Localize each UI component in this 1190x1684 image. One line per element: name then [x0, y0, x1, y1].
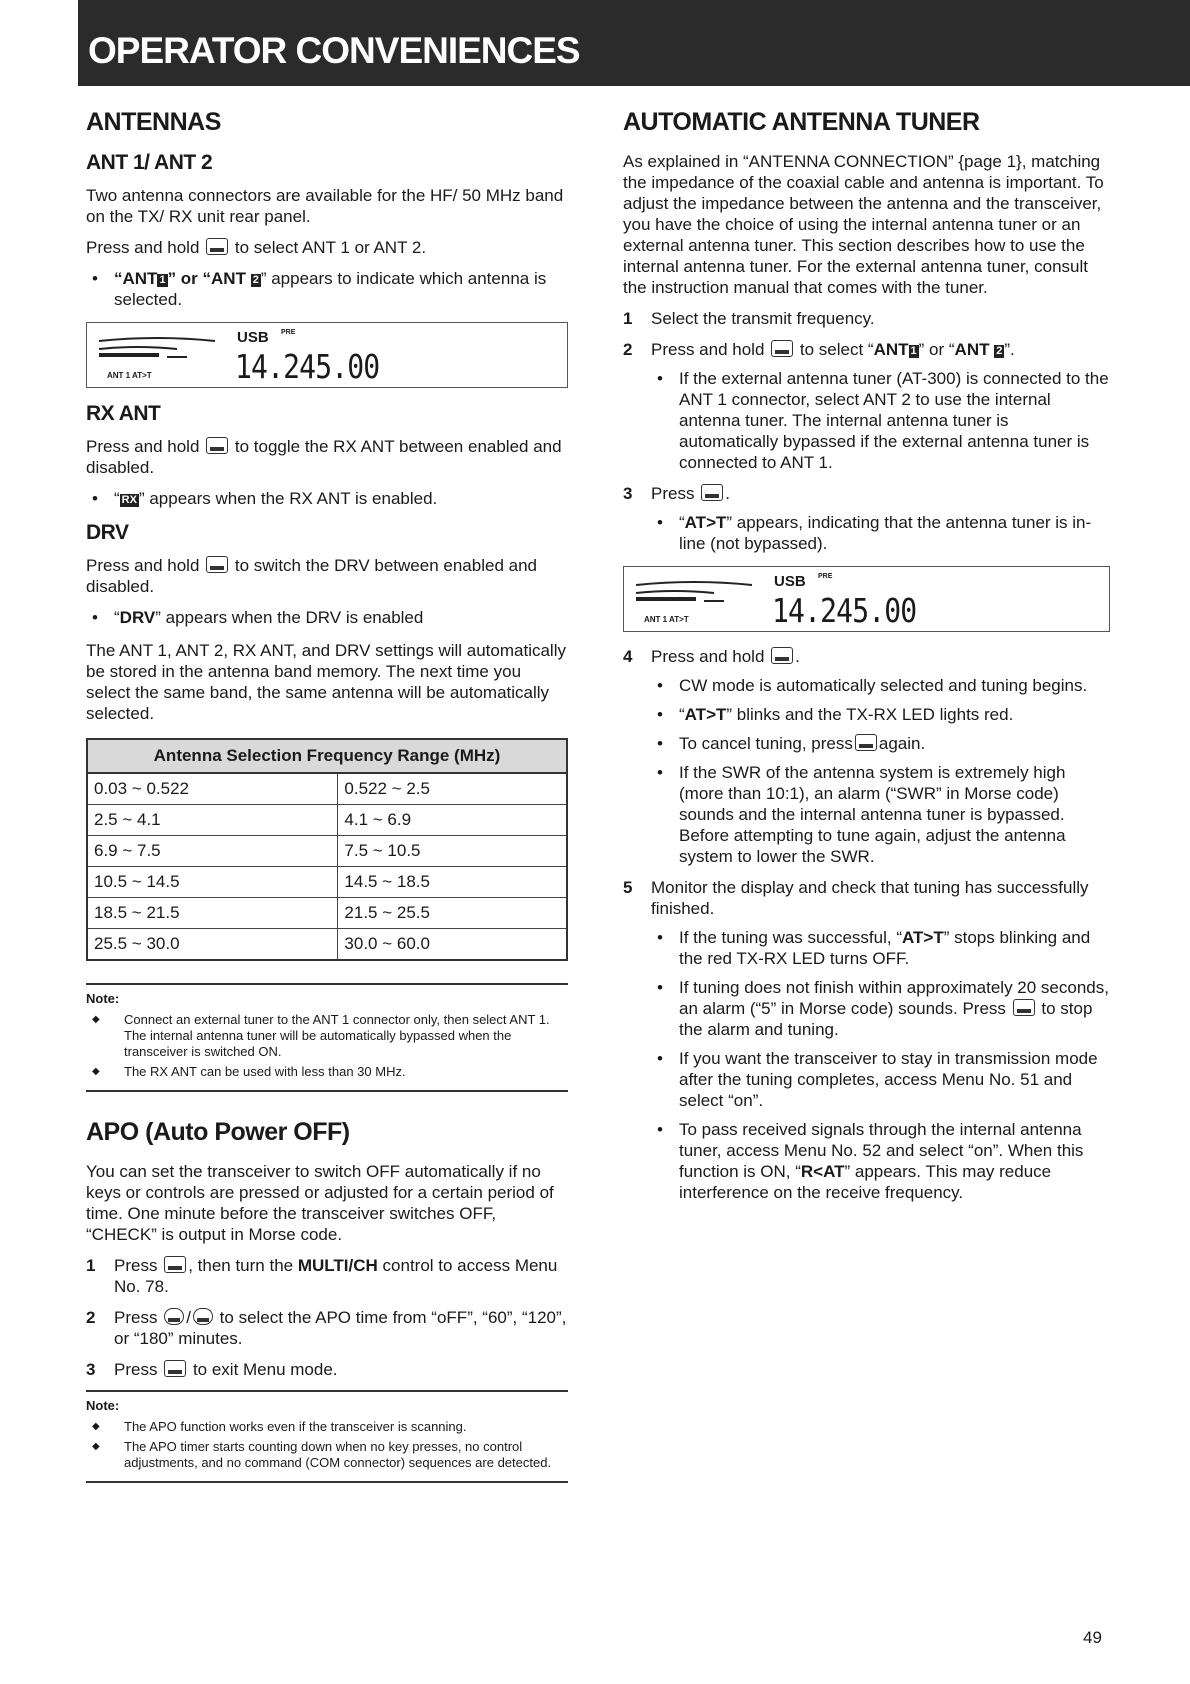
tune-at-key-icon: [1013, 999, 1035, 1016]
ant2-indicator-icon: 2: [252, 274, 259, 286]
note-item: ◆ The RX ANT can be used with less than 30 MHz.: [86, 1064, 568, 1080]
table-header: Antenna Selection Frequency Range (MHz): [87, 739, 567, 773]
table-cell: 0.522 ~ 2.5: [338, 773, 567, 805]
tuner-intro-paragraph: As explained in “ANTENNA CONNECTION” {page 1}, matching the impedance of the coaxial cable and antenna is important. To adjust the impedance between the antenna and the transceiver, you have the choice of using the internal antenna tuner or an external antenna tuner. This section describes how to use the internal antenna tuner. For the external antenna tuner, consult the instruction manual that comes with the tuner.: [623, 152, 1104, 297]
tuner-steps-continued: [623, 646, 1110, 1203]
ant1-indicator-icon: 1: [159, 274, 166, 286]
text-fragment: ” or “: [918, 340, 955, 359]
table-cell: 21.5 ~ 25.5: [338, 898, 567, 929]
text-fragment: ” appears when the DRV is enabled: [155, 608, 424, 627]
subsection-title-drv: DRV: [86, 521, 129, 544]
text-fragment: “: [679, 705, 685, 724]
step-item: [623, 877, 1110, 1203]
list-item: [86, 607, 568, 628]
table-row: [87, 929, 567, 961]
text-fragment: Press and hold: [86, 238, 200, 257]
note-item: ◆ Connect an external tuner to the ANT 1 connector only, then select ANT 1. The internal antenna tuner will be automatically bypassed when the transceiver is switched ON.: [86, 1012, 568, 1060]
text-fragment: ” appears to indicate which antenna is selected.: [114, 269, 547, 309]
list-item: [651, 704, 1110, 725]
text-fragment: AT>T: [684, 705, 727, 724]
ant1-indicator-icon: 1: [910, 345, 917, 357]
list-item: [651, 1119, 1110, 1203]
table-row: [87, 836, 567, 867]
list-item: [86, 488, 568, 509]
drv-bullets: [86, 607, 568, 628]
s-meter-icon: [97, 333, 217, 369]
step-item: [623, 646, 1110, 867]
text-fragment: Press: [114, 1256, 158, 1275]
lcd-display-illustration: [86, 322, 568, 388]
text-fragment: ” appears, indicating that the antenna tuner is in-line (not bypassed).: [679, 513, 1092, 553]
section-title-tuner: AUTOMATIC ANTENNA TUNER: [623, 108, 980, 136]
text-fragment: to stop the alarm and tuning.: [679, 999, 1093, 1039]
tune-at-key-icon: [701, 484, 723, 501]
text-fragment: to select ANT 1 or ANT 2.: [234, 238, 427, 257]
step-bullets: [651, 927, 1110, 1203]
note-title: Note:: [86, 991, 120, 1006]
text-fragment: To cancel tuning, press: [679, 734, 853, 753]
text-fragment: AT>T: [902, 928, 944, 947]
text-fragment: ANT: [954, 340, 990, 359]
text-fragment: MULTI/CH: [297, 1256, 378, 1275]
apo-steps: [86, 1255, 568, 1380]
lcd-frequency: 14.245.00: [235, 347, 380, 386]
antenna-note: [86, 983, 568, 1092]
text-fragment: Press and hold: [651, 647, 765, 666]
note-item: ◆ The APO function works even if the transceiver is scanning.: [86, 1419, 568, 1435]
rxant-bullets: [86, 488, 568, 509]
note-item: ◆ The APO timer starts counting down when no key presses, no control adjustments, and no command (COM connector) sequences are detected.: [86, 1439, 568, 1471]
text-fragment: Select the transmit frequency.: [651, 309, 875, 328]
text-fragment: AT>T: [684, 513, 727, 532]
rxant-instruction: [86, 436, 568, 478]
apo-note: [86, 1390, 568, 1483]
list-item: [651, 733, 1110, 754]
text-fragment: Press: [114, 1360, 158, 1379]
text-fragment: ”.: [1004, 340, 1015, 359]
text-fragment: “: [114, 608, 120, 627]
step-number: 4: [623, 647, 633, 666]
text-fragment: , then turn the: [188, 1256, 294, 1275]
drv-meter-key-icon: [206, 556, 228, 573]
tune-at-key-icon: [771, 647, 793, 664]
tuner-steps: [623, 308, 1110, 554]
list-item: [651, 977, 1110, 1040]
text-fragment: Press and hold: [86, 556, 200, 575]
step-item: [86, 1255, 568, 1297]
left-column: [86, 108, 568, 1483]
note-list: [86, 1419, 568, 1471]
antenna-memory-paragraph: The ANT 1, ANT 2, RX ANT, and DRV settings will automatically be stored in the antenna band memory. The next time you select the same band, the same antenna will be automatically selected.: [86, 641, 566, 723]
menu-key-icon: [164, 1256, 186, 1273]
step-bullets: [651, 512, 1110, 554]
step-item: [86, 1307, 568, 1349]
table-row: [87, 867, 567, 898]
text-fragment: “: [114, 489, 120, 508]
table-cell: 14.5 ~ 18.5: [338, 867, 567, 898]
table-cell: 2.5 ~ 4.1: [87, 805, 338, 836]
section-title-apo: APO (Auto Power OFF): [86, 1118, 350, 1146]
page-title: OPERATOR CONVENIENCES: [88, 30, 580, 71]
rx-indicator-icon: RX: [121, 494, 137, 506]
text-fragment: to switch the DRV between enabled and disabled.: [86, 556, 537, 596]
step-bullets: [651, 368, 1110, 473]
text-fragment: “ANT: [114, 269, 158, 288]
list-item: • CW mode is automatically selected and tuning begins.: [651, 675, 1110, 696]
ant12-paragraph: Two antenna connectors are available for the HF/ 50 MHz band on the TX/ RX unit rear panel.: [86, 186, 564, 226]
tune-at-key-icon: [855, 734, 877, 751]
ant-pre-key-icon: [771, 340, 793, 357]
text-fragment: If the tuning was successful, “: [679, 928, 902, 947]
text-fragment: ” or “ANT: [167, 269, 246, 288]
step-number: 3: [86, 1360, 96, 1379]
text-fragment: Monitor the display and check that tuning has successfully finished.: [651, 878, 1089, 918]
step-item: [623, 308, 1110, 329]
table-cell: 7.5 ~ 10.5: [338, 836, 567, 867]
text-fragment: to exit Menu mode.: [192, 1360, 338, 1379]
text-fragment: Press: [651, 484, 695, 503]
text-fragment: control to access Menu No. 78.: [114, 1256, 558, 1296]
lcd-frequency: 14.245.00: [772, 591, 917, 630]
lcd-pre: PRE: [281, 329, 296, 336]
list-item: • If you want the transceiver to stay in transmission mode after the tuning completes, access Menu No. 51 and select “on”.: [651, 1048, 1110, 1111]
table-row: [87, 898, 567, 929]
lcd-pre: PRE: [818, 573, 833, 580]
text-fragment: /: [186, 1308, 191, 1327]
step-number: 1: [86, 1256, 96, 1275]
text-fragment: R<AT: [800, 1162, 845, 1181]
step-number: 2: [86, 1308, 96, 1327]
lcd-mode: USB: [774, 573, 806, 590]
table-cell: 10.5 ~ 14.5: [87, 867, 338, 898]
list-item: [651, 927, 1110, 969]
scan-key-icon: [193, 1308, 213, 1325]
m-in-key-icon: [164, 1308, 184, 1325]
table-cell: 18.5 ~ 21.5: [87, 898, 338, 929]
header-bar: [78, 0, 1190, 86]
ant2-indicator-icon: 2: [996, 345, 1003, 357]
drv-instruction: [86, 555, 568, 597]
subsection-title-ant12: ANT 1/ ANT 2: [86, 151, 213, 174]
text-fragment: ” appears. This may reduce interference on the receive frequency.: [679, 1162, 1052, 1202]
list-item: • If the SWR of the antenna system is extremely high (more than 10:1), an alarm (“SWR” in Morse code) sounds and the internal antenna tuner is bypassed. Before attempting to tune again, adjust the antenna system to lower the SWR.: [651, 762, 1110, 867]
list-item: [86, 268, 568, 310]
menu-key-icon: [164, 1360, 186, 1377]
s-meter-icon: [634, 577, 754, 613]
text-fragment: ANT: [873, 340, 909, 359]
table-cell: 30.0 ~ 60.0: [338, 929, 567, 961]
step-number: 2: [623, 340, 633, 359]
step-item: [86, 1359, 568, 1380]
list-item: • If the external antenna tuner (AT-300) is connected to the ANT 1 connector, select ANT 2 to use the internal antenna tuner. The internal antenna tuner is automatically bypassed if the external antenna tuner is connected to ANT 1.: [651, 368, 1110, 473]
subsection-title-rxant: RX ANT: [86, 402, 161, 425]
text-fragment: ” appears when the RX ANT is enabled.: [138, 489, 438, 508]
text-fragment: DRV: [119, 608, 156, 627]
text-fragment: .: [795, 647, 800, 666]
text-fragment: Press and hold: [651, 340, 765, 359]
table-cell: 6.9 ~ 7.5: [87, 836, 338, 867]
text-fragment: to toggle the RX ANT between enabled and disabled.: [86, 437, 562, 477]
text-fragment: to select the APO time from “oFF”, “60”, “120”, or “180” minutes.: [114, 1308, 567, 1348]
lcd-display-illustration: [623, 566, 1110, 632]
ant12-instruction: [86, 237, 568, 258]
note-title: Note:: [86, 1398, 120, 1413]
text-fragment: ” stops blinking and the red TX-RX LED turns OFF.: [679, 928, 1091, 968]
ant-pre-key-icon: [206, 238, 228, 255]
lcd-antenna-indicators: ANT 1 AT>T: [107, 371, 152, 380]
list-item: [651, 512, 1110, 554]
text-fragment: Press: [114, 1308, 158, 1327]
step-bullets: [651, 675, 1110, 867]
right-column: [623, 108, 1110, 1213]
section-title-antennas: ANTENNAS: [86, 108, 221, 136]
table-cell: 0.03 ~ 0.522: [87, 773, 338, 805]
step-number: 5: [623, 878, 633, 897]
step-number: 3: [623, 484, 633, 503]
rxant-key-icon: [206, 437, 228, 454]
step-item: [623, 339, 1110, 473]
ant12-bullets: [86, 268, 568, 310]
table-cell: 4.1 ~ 6.9: [338, 805, 567, 836]
text-fragment: Press and hold: [86, 437, 200, 456]
text-fragment: to select “: [799, 340, 874, 359]
antenna-frequency-table: [86, 738, 568, 961]
table-row: [87, 805, 567, 836]
step-item: [623, 483, 1110, 554]
text-fragment: again.: [878, 734, 926, 753]
text-fragment: To pass received signals through the internal antenna tuner, access Menu No. 52 and select “on”. When this function is ON, “: [679, 1120, 1084, 1181]
lcd-antenna-indicators: ANT 1 AT>T: [644, 615, 689, 624]
text-fragment: ” blinks and the TX-RX LED lights red.: [726, 705, 1014, 724]
text-fragment: If tuning does not finish within approximately 20 seconds, an alarm (“5” in Morse code) sounds. Press: [679, 978, 1109, 1018]
note-list: [86, 1012, 568, 1080]
step-number: 1: [623, 309, 633, 328]
text-fragment: .: [725, 484, 730, 503]
page-number: 49: [1083, 1628, 1102, 1647]
table-cell: 25.5 ~ 30.0: [87, 929, 338, 961]
table-row: [87, 773, 567, 805]
lcd-mode: USB: [237, 329, 269, 346]
text-fragment: “: [679, 513, 685, 532]
apo-paragraph: You can set the transceiver to switch OFF automatically if no keys or controls are pressed or adjusted for a certain period of time. One minute before the transceiver switches OFF, “CHECK” is output in Morse code.: [86, 1162, 554, 1244]
